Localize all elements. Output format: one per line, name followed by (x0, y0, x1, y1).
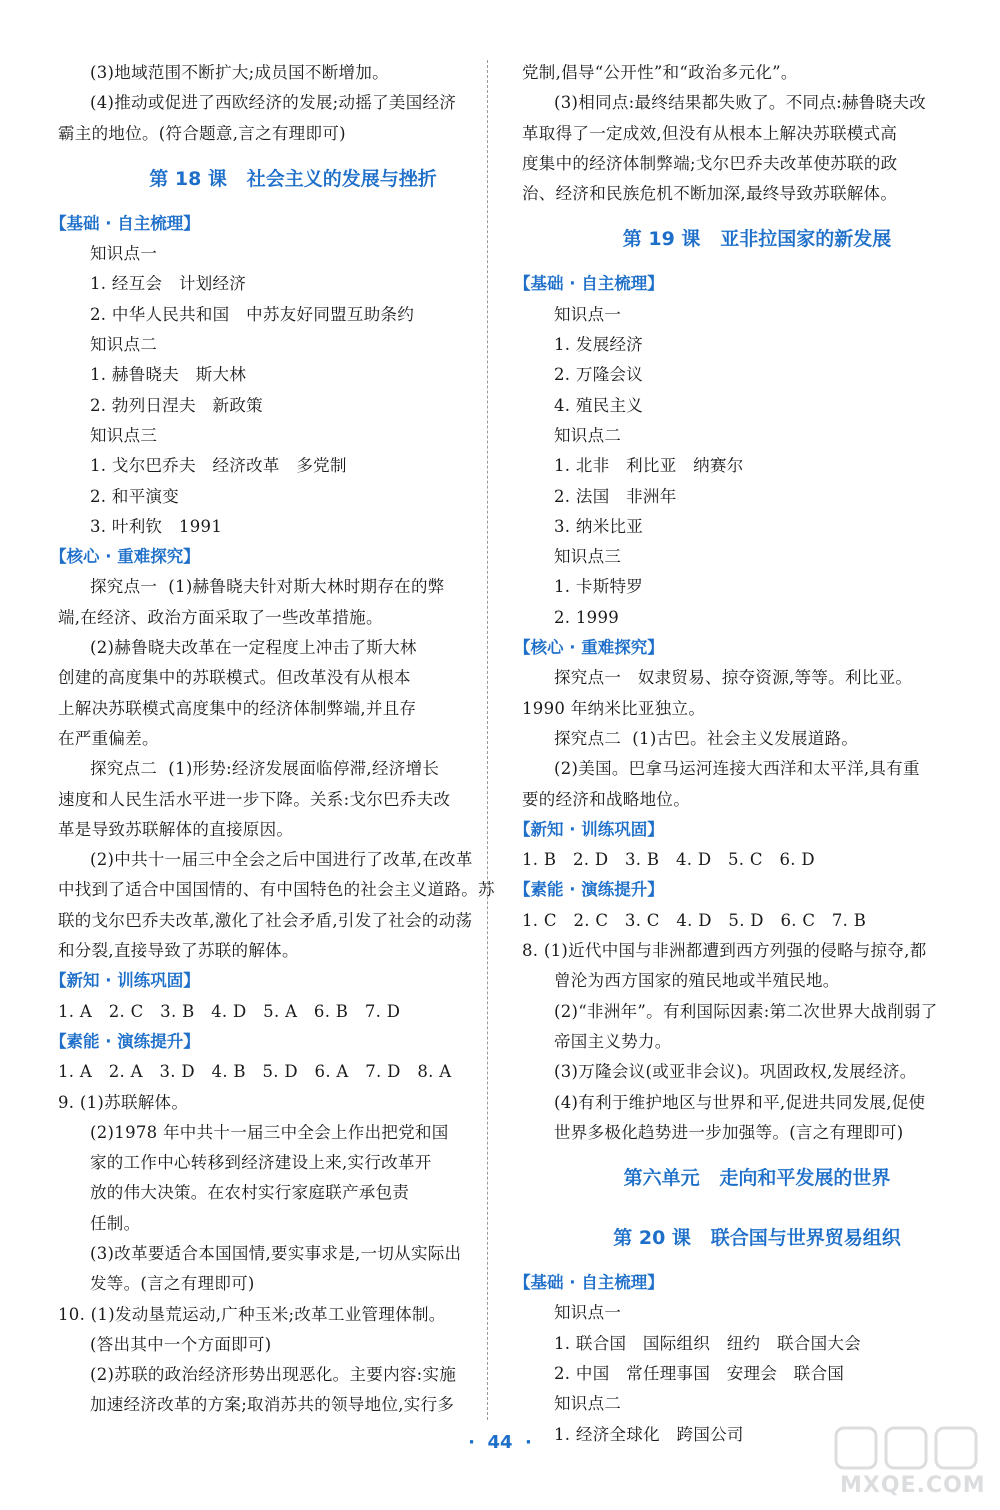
answer-line: (3)改革要适合本国国情,要实事求是,一切从实际出 (90, 1243, 462, 1263)
answer-line: 1. B 2. D 3. B 4. D 5. C 6. D (522, 850, 815, 870)
answer-line: 速度和人民生活水平进一步下降。关系:戈尔巴乔夫改 (58, 789, 451, 809)
answer-line: (2)中共十一届三中全会之后中国进行了改革,在改革 (90, 850, 473, 870)
section-heading: 【核心 · 重难探究】 (514, 638, 664, 658)
section-heading: 【基础 · 自主梳理】 (514, 274, 664, 294)
answer-line: 任制。 (90, 1213, 141, 1233)
answer-line: (2)赫鲁晓夫改革在一定程度上冲击了斯大林 (90, 638, 417, 658)
answer-line: 曾沦为西方国家的殖民地或半殖民地。 (554, 971, 840, 991)
answer-line: 家的工作中心转移到经济建设上来,实行改革开 (90, 1153, 432, 1173)
answer-line: 霸主的地位。(符合题意,言之有理即可) (58, 123, 346, 143)
answer-line: 知识点三 (90, 425, 158, 445)
answer-line: 1. 经济全球化 跨国公司 (554, 1424, 744, 1444)
lesson-title: 第 20 课 联合国与世界贸易组织 (613, 1227, 901, 1250)
answer-line: 知识点二 (554, 425, 622, 445)
answer-line: 3. 叶利钦 1991 (90, 516, 223, 536)
answer-line: 知识点一 (554, 1303, 622, 1323)
answer-line: 探究点一 (1)赫鲁晓夫针对斯大林时期存在的弊 (90, 577, 445, 597)
answer-line: 治、经济和民族危机不断加深,最终导致苏联解体。 (522, 184, 898, 204)
section-heading: 【基础 · 自主梳理】 (50, 213, 200, 233)
section-heading: 【素能 · 演练提升】 (514, 880, 664, 900)
answer-line: 端,在经济、政治方面采取了一些改革措施。 (58, 607, 383, 627)
answer-line: 1. 卡斯特罗 (554, 577, 644, 597)
answer-line: 1. 赫鲁晓夫 斯大林 (90, 365, 247, 385)
answer-line: 4. 殖民主义 (554, 395, 644, 415)
answer-line: 度集中的经济体制弊端;戈尔巴乔夫改革使苏联的政 (522, 153, 898, 173)
answer-line: 党制,倡导“公开性”和“政治多元化”。 (522, 63, 798, 82)
lesson-title: 第 18 课 社会主义的发展与挫折 (149, 167, 437, 190)
answer-line: 10. (1)发动垦荒运动,广种玉米;改革工业管理体制。 (58, 1304, 446, 1324)
answer-line: (2)“非洲年”。有利国际因素:第二次世界大战削弱了 (554, 1001, 938, 1021)
section-heading: 【新知 · 训练巩固】 (514, 819, 664, 839)
answer-line: 联的戈尔巴乔夫改革,激化了社会矛盾,引发了社会的动荡 (58, 910, 473, 930)
answer-line: 探究点二 (1)形势:经济发展面临停滞,经济增长 (90, 759, 440, 779)
answer-line: 知识点三 (554, 547, 622, 567)
answer-line: 2. 中华人民共和国 中苏友好同盟互助条约 (90, 304, 415, 324)
answer-line: 1. C 2. C 3. C 4. D 5. D 6. C 7. B (522, 910, 867, 930)
answer-line: (2)苏联的政治经济形势出现恶化。主要内容:实施 (90, 1365, 457, 1385)
answer-line: 要的经济和战略地位。 (522, 789, 690, 809)
answer-line: 1. 北非 利比亚 纳赛尔 (554, 456, 744, 476)
answer-line: 帝国主义势力。 (554, 1031, 672, 1051)
answer-line: 2. 和平演变 (90, 486, 180, 506)
right-column (514, 58, 992, 1450)
answer-line: 和分裂,直接导致了苏联的解体。 (58, 941, 299, 961)
answer-line: 2. 万隆会议 (554, 365, 644, 385)
answer-line: 上解决苏联模式高度集中的经济体制弊端,并且存 (58, 698, 417, 718)
answer-line: (3)万隆会议(或亚非会议)。巩固政权,发展经济。 (554, 1062, 917, 1082)
answer-line: 发等。(言之有理即可) (90, 1274, 255, 1294)
answer-line: 1990 年纳米比亚独立。 (522, 698, 706, 718)
answer-line: 世界多极化趋势进一步加强等。(言之有理即可) (554, 1122, 904, 1142)
answer-line: (3)相同点:最终结果都失败了。不同点:赫鲁晓夫改 (554, 93, 926, 113)
answer-line: 2. 法国 非洲年 (554, 486, 677, 506)
answer-line: (2)美国。巴拿马运河连接大西洋和太平洋,具有重 (554, 759, 920, 779)
answer-line: 知识点一 (90, 244, 158, 264)
answer-line: 1. 联合国 国际组织 纽约 联合国大会 (554, 1333, 861, 1353)
answer-line: (2)1978 年中共十一届三中全会上作出把党和国 (90, 1122, 449, 1142)
answer-line: 知识点二 (90, 335, 158, 355)
answer-line: 探究点一 奴隶贸易、掠夺资源,等等。利比亚。 (554, 668, 913, 688)
answer-line: (3)地域范围不断扩大;成员国不断增加。 (90, 63, 389, 82)
section-heading: 【新知 · 训练巩固】 (50, 971, 200, 991)
section-heading: 【核心 · 重难探究】 (50, 547, 200, 567)
answer-line: 1. 戈尔巴乔夫 经济改革 多党制 (90, 456, 347, 476)
answer-line: (4)推动或促进了西欧经济的发展;动摇了美国经济 (90, 93, 457, 113)
lesson-title: 第 19 课 亚非拉国家的新发展 (622, 228, 892, 251)
answer-line: 9. (1)苏联解体。 (58, 1092, 189, 1112)
section-heading: 【基础 · 自主梳理】 (514, 1273, 664, 1293)
answer-line: 探究点二 (1)古巴。社会主义发展道路。 (554, 728, 859, 748)
answer-line: 创建的高度集中的苏联模式。但改革没有从根本 (58, 668, 411, 688)
column-divider (487, 60, 488, 1420)
answer-line: 在严重偏差。 (58, 728, 159, 748)
page-number: · 44 · (468, 1432, 532, 1453)
answer-line: 革取得了一定成效,但没有从根本上解决苏联模式高 (522, 123, 898, 143)
watermark (832, 1424, 986, 1502)
answer-line: 知识点一 (554, 304, 622, 324)
left-column (50, 58, 528, 1421)
answer-line: 知识点二 (554, 1394, 622, 1414)
answer-line: 1. 发展经济 (554, 335, 644, 355)
unit-title: 第六单元 走向和平发展的世界 (623, 1167, 891, 1190)
watermark-text: MXQE.COM (840, 1473, 986, 1498)
answer-line: 1. A 2. A 3. D 4. B 5. D 6. A 7. D 8. A (58, 1062, 452, 1082)
answer-line: 2. 1999 (554, 607, 620, 627)
answer-line: 加速经济改革的方案;取消苏共的领导地位,实行多 (90, 1395, 455, 1415)
answer-line: 中找到了适合中国国情的、有中国特色的社会主义道路。苏 (58, 880, 495, 900)
answer-line: (4)有利于维护地区与世界和平,促进共同发展,促使 (554, 1092, 926, 1112)
answer-line: 革是导致苏联解体的直接原因。 (58, 819, 294, 839)
answer-line: (答出其中一个方面即可) (90, 1334, 272, 1354)
answer-line: 1. 经互会 计划经济 (90, 274, 247, 294)
answer-line: 2. 勃列日涅夫 新政策 (90, 395, 263, 415)
answer-line: 2. 中国 常任理事国 安理会 联合国 (554, 1363, 845, 1383)
answer-line: 3. 纳米比亚 (554, 516, 644, 536)
answer-line: 1. A 2. C 3. B 4. D 5. A 6. B 7. D (58, 1001, 401, 1021)
section-heading: 【素能 · 演练提升】 (50, 1031, 200, 1051)
answer-line: 放的伟大决策。在农村实行家庭联产承包责 (90, 1183, 410, 1203)
answer-line: 8. (1)近代中国与非洲都遭到西方列强的侵略与掠夺,都 (522, 941, 927, 961)
